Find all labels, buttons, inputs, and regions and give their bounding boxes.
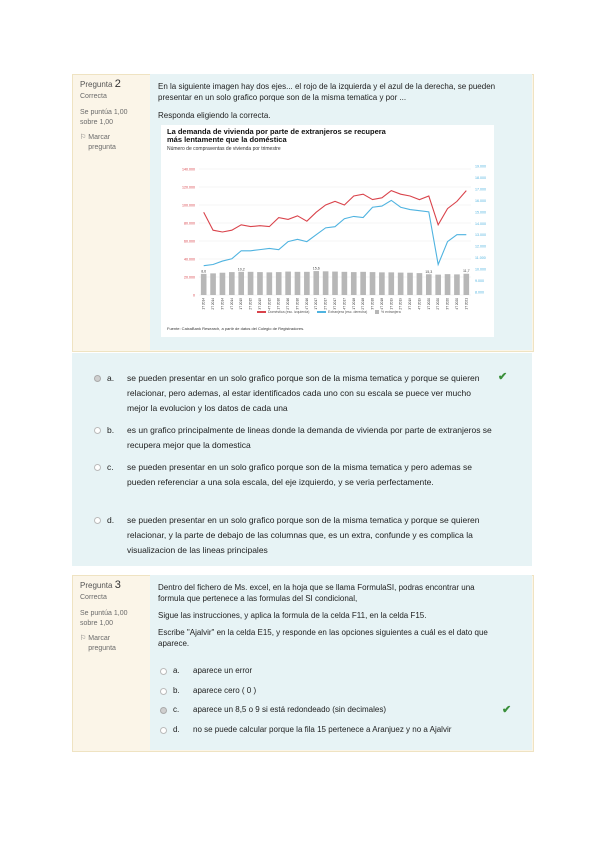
bar-pct-extranjera [229, 272, 235, 295]
question-score: Se puntúa 1,00 sobre 1,00 [80, 610, 128, 627]
option-text: no se puede calcular porque la fila 15 pertenece a Aranjuez y no a Ajalvir [193, 725, 452, 734]
right-tick-label: 8.000 [475, 290, 484, 295]
option-text: se pueden presentar en un solo grafico porque son de la misma tematica y pero ademas se pueden referenciar a una sola escala, del eje izquierdo, y se veria perfectamente. [127, 462, 472, 487]
bar-pct-extranjera [332, 272, 338, 295]
x-tick-label: 4T 2019 [417, 298, 422, 310]
left-tick-label: 20.000 [184, 275, 195, 280]
left-tick-label: 0 [193, 293, 195, 298]
option-text: aparece un 8,5 o 9 si está redondeado (sin decimales) [193, 705, 387, 714]
left-tick-label: 140.000 [182, 167, 195, 172]
x-tick-label: 1T 2021 [464, 298, 469, 310]
bar-pct-extranjera [407, 273, 413, 295]
question-3-instruction: Sigue las instrucciones, y aplica la formula de la celda F11, en la celda F15. [158, 611, 427, 620]
left-tick-label: 100.000 [182, 203, 195, 208]
x-tick-label: 2T 2016 [286, 298, 291, 310]
bar-data-label: 8,6 [201, 269, 207, 274]
series-line-extranjera [204, 200, 467, 265]
bar-pct-extranjera [360, 272, 366, 295]
option-text: aparece un error [193, 666, 253, 675]
option-letter: c. [107, 462, 114, 472]
x-tick-label: 3T 2019 [408, 298, 413, 310]
question-status: Correcta [80, 594, 107, 601]
x-tick-label: 2T 2020 [436, 298, 441, 310]
right-tick-label: 13.000 [475, 233, 486, 238]
bar-data-label: 11,7 [462, 269, 470, 274]
bar-pct-extranjera [257, 272, 263, 295]
bar-pct-extranjera [370, 272, 376, 295]
option-letter: a. [107, 373, 115, 383]
right-tick-label: 18.000 [475, 175, 486, 180]
check-icon: ✔ [502, 704, 512, 716]
flag-label: Marcar pregunta [88, 134, 116, 151]
x-tick-label: 4T 2016 [304, 298, 309, 310]
right-tick-label: 14.000 [475, 221, 486, 226]
option-letter: a. [173, 666, 180, 675]
right-tick-label: 10.000 [475, 267, 486, 272]
bar-pct-extranjera [238, 272, 244, 295]
q3-option-b[interactable] [160, 684, 256, 698]
x-tick-label: 4T 2014 [229, 298, 234, 310]
bar-pct-extranjera [248, 272, 254, 295]
x-tick-label: 2T 2019 [398, 298, 403, 310]
question-label: Pregunta [80, 80, 113, 89]
chart-plot [161, 125, 494, 337]
question-status: Correcta [80, 93, 107, 100]
question-score: Se puntúa 1,00 sobre 1,00 [80, 109, 128, 126]
bar-pct-extranjera [379, 272, 385, 295]
right-tick-label: 9.000 [475, 279, 484, 284]
question-number [80, 79, 153, 90]
bar-pct-extranjera [313, 271, 319, 295]
bar-pct-extranjera [276, 272, 282, 295]
x-tick-label: 1T 2018 [351, 298, 356, 310]
bar-pct-extranjera [323, 271, 329, 295]
answer-option-d[interactable] [94, 513, 494, 558]
flag-label: Marcar pregunta [88, 635, 116, 652]
option-letter: d. [107, 515, 115, 525]
left-tick-label: 80.000 [184, 221, 195, 226]
right-tick-label: 16.000 [475, 198, 486, 203]
flag-icon: ⚐ [80, 635, 87, 642]
x-tick-label: 4T 2017 [342, 298, 347, 310]
right-tick-label: 19.000 [475, 164, 486, 169]
flag-question-button[interactable] [80, 133, 153, 153]
radio-c[interactable] [94, 464, 101, 471]
bar-pct-extranjera [388, 272, 394, 295]
chart-legend-2: Extranjera (esc. derecha) [317, 310, 367, 314]
option-text: se pueden presentar en un solo grafico porque son de la misma tematica y porque se quieren relacionar, y la parte de debajo de las columnas que, es un extra, confunde y es complica la visualizacion de las lineas principales [127, 515, 480, 555]
option-letter: d. [173, 725, 180, 734]
chart-title: La demanda de vivienda por parte de extranjeros se recupera más lentamente que la doméstica [167, 127, 386, 144]
left-tick-label: 40.000 [184, 257, 195, 262]
x-tick-label: 2T 2015 [248, 298, 253, 310]
right-tick-label: 17.000 [475, 187, 486, 192]
x-tick-label: 2T 2017 [323, 298, 328, 310]
x-tick-label: 3T 2018 [370, 298, 375, 310]
flag-icon: ⚐ [80, 134, 87, 141]
question-2-prompt: En la siguiente imagen hay dos ejes... el rojo de la izquierda y el azul de la derecha, se pueden presentar en un solo grafico porque son de la misma tematica y por ... [158, 82, 496, 102]
bar-pct-extranjera [417, 273, 423, 295]
radio-b[interactable] [94, 427, 101, 434]
q3-option-d[interactable] [160, 723, 451, 737]
bar-pct-extranjera [210, 273, 216, 295]
bar-pct-extranjera [285, 272, 291, 295]
right-tick-label: 11.000 [475, 256, 486, 261]
question-3-task: Escribe "Ajalvir" en la celda E15, y responde en las opciones siguientes a cuál es el dato que aparece. [158, 628, 488, 648]
answer-option-b[interactable] [94, 423, 494, 453]
bar-pct-extranjera [342, 272, 348, 295]
x-tick-label: 4T 2015 [267, 298, 272, 310]
answer-option-a[interactable] [94, 371, 494, 416]
bar-pct-extranjera [201, 274, 207, 295]
q3-option-a[interactable] [160, 664, 252, 678]
bar-pct-extranjera [304, 272, 310, 295]
radio-a[interactable] [94, 375, 101, 382]
x-tick-label: 2T 2014 [211, 298, 216, 310]
radio-b[interactable] [160, 688, 167, 695]
right-tick-label: 12.000 [475, 244, 486, 249]
bar-pct-extranjera [398, 273, 404, 295]
chart-legend-3: % extranjera [375, 310, 401, 314]
x-tick-label: 1T 2017 [314, 298, 319, 310]
bar-pct-extranjera [295, 272, 301, 295]
bar-pct-extranjera [435, 275, 441, 295]
radio-d[interactable] [94, 517, 101, 524]
question-number-value: 2 [114, 78, 121, 90]
question-2-info [73, 75, 153, 153]
radio-c[interactable] [160, 707, 167, 714]
radio-a[interactable] [160, 668, 167, 675]
bar-pct-extranjera [426, 274, 432, 295]
q3-option-c[interactable] [160, 703, 386, 717]
bar-pct-extranjera [267, 272, 273, 295]
x-tick-label: 1T 2019 [389, 298, 394, 310]
question-number [80, 580, 153, 591]
x-tick-label: 1T 2014 [201, 298, 206, 310]
x-tick-label: 1T 2020 [426, 298, 431, 310]
x-tick-label: 3T 2020 [445, 298, 450, 310]
option-text: se pueden presentar en un solo grafico porque son de la misma tematica y porque se quieren relacionar, pero ademas, al estar identificados cada uno con su escala se puece ver mucho mejor la evolucion y los datos de cada una [127, 373, 480, 413]
chart-source: Fuente: CaixaBank Research, a partir de datos del Colegio de Registradores. [167, 326, 305, 331]
question-3-info [73, 576, 153, 654]
option-letter: b. [107, 425, 115, 435]
bar-data-label: 15,3 [425, 269, 433, 274]
right-tick-label: 15.000 [475, 210, 486, 215]
bar-data-label: 15,6 [312, 266, 320, 271]
x-tick-label: 1T 2015 [239, 298, 244, 310]
x-tick-label: 3T 2015 [257, 298, 262, 310]
bar-pct-extranjera [220, 273, 226, 295]
bar-pct-extranjera [454, 274, 460, 295]
question-2-instruction: Responda eligiendo la correcta. [158, 111, 271, 120]
check-icon: ✔ [498, 371, 508, 383]
x-tick-label: 1T 2016 [276, 298, 281, 310]
radio-d[interactable] [160, 727, 167, 734]
option-text: aparece cero ( 0 ) [193, 686, 257, 695]
chart-legend-1: Doméstica (esc. izquierda) [257, 310, 309, 314]
x-tick-label: 3T 2014 [220, 298, 225, 310]
bar-pct-extranjera [351, 272, 357, 295]
chart-subtitle: Número de compraventas de vivienda por trimestre [167, 146, 281, 152]
left-tick-label: 120.000 [182, 185, 195, 190]
flag-question-button[interactable] [80, 634, 153, 654]
question-label: Pregunta [80, 581, 113, 590]
question-3-prompt: Dentro del fichero de Ms. excel, en la hoja que se llama FormulaSI, podras encontrar una formula que pertenece a las formulas del SI condicional, [158, 583, 475, 603]
bar-pct-extranjera [445, 274, 451, 295]
option-text: es un grafico principalmente de lineas donde la demanda de vivienda por parte de extranjeros se recupera mejor que la domestica [127, 425, 492, 450]
x-tick-label: 3T 2016 [295, 298, 300, 310]
bar-pct-extranjera [463, 274, 469, 295]
x-tick-label: 4T 2018 [379, 298, 384, 310]
option-letter: b. [173, 686, 180, 695]
x-tick-label: 4T 2020 [454, 298, 459, 310]
bar-data-label: 10,2 [237, 267, 245, 272]
question-number-value: 3 [114, 579, 121, 591]
x-tick-label: 2T 2018 [361, 298, 366, 310]
left-tick-label: 60.000 [184, 239, 195, 244]
x-tick-label: 3T 2017 [333, 298, 337, 310]
chart-image [161, 125, 494, 337]
answer-option-c[interactable] [94, 460, 494, 490]
option-letter: c. [173, 705, 180, 714]
